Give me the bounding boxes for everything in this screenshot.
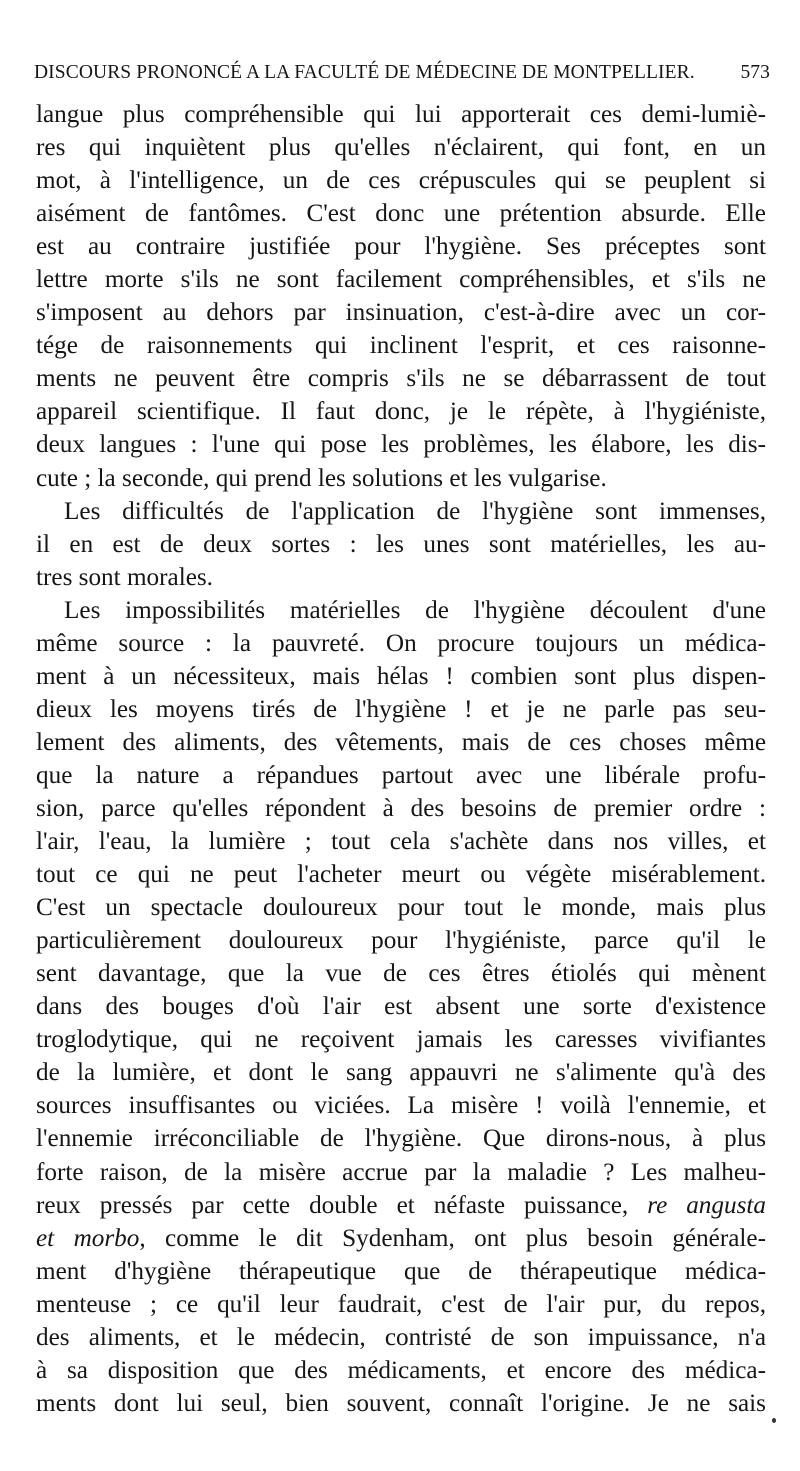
text-line: res qui inquiètent plus qu'elles n'éclairent, qui font, en un	[36, 134, 766, 162]
running-head-title: DISCOURS PRONONCÉ A LA FACULTÉ DE MÉDECINE DE MONTPELLIER.	[34, 62, 695, 83]
italic-latin-phrase: et morbo	[36, 1224, 140, 1252]
text-line: dans des bouges d'où l'air est absent une sorte d'existence	[36, 993, 766, 1021]
italic-latin-phrase: re angusta	[647, 1191, 766, 1219]
text-line: des aliments, et le médecin, contristé de son impuissance, n'a	[36, 1323, 766, 1351]
text-line: langue plus compréhensible qui lui apporterait ces demi-lumiè-	[36, 101, 766, 128]
text-line: dieux les moyens tirés de l'hygiène ! et je ne parle pas seu-	[36, 695, 766, 723]
text-line: mot, à l'intelligence, un de ces crépuscules qui se peuplent si	[36, 167, 766, 195]
text-line: de la lumière, et dont le sang appauvri ne s'alimente qu'à des	[36, 1059, 766, 1087]
text-line	[36, 1222, 766, 1255]
text-line: aisément de fantômes. C'est donc une prétention absurde. Elle	[36, 200, 766, 228]
text-line: sources insuffisantes ou viciées. La misère ! voilà l'ennemie, et	[36, 1092, 766, 1120]
running-head	[34, 62, 770, 92]
text-line: ments dont lui seul, bien souvent, connaît l'origine. Je ne sais	[36, 1389, 766, 1417]
text-line: C'est un spectacle douloureux pour tout le monde, mais plus	[36, 894, 766, 922]
text-line: ments ne peuvent être compris s'ils ne se débarrassent de tout	[36, 365, 766, 393]
text-line: tége de raisonnements qui inclinent l'esprit, et ces raisonne-	[36, 332, 766, 360]
text-line: forte raison, de la misère accrue par la maladie ? Les malheu-	[36, 1158, 766, 1186]
text-line: à sa disposition que des médicaments, et encore des médica-	[36, 1356, 766, 1384]
text-line: tout ce qui ne peut l'acheter meurt ou végète misérablement.	[36, 861, 766, 889]
text-line: il en est de deux sortes : les unes sont matérielles, les au-	[36, 530, 766, 558]
text-line: ment à un nécessiteux, mais hélas ! combien sont plus dispen-	[36, 662, 766, 690]
text-line: appareil scientifique. Il faut donc, je le répète, à l'hygiéniste,	[36, 398, 766, 426]
text-line: lement des aliments, des vêtements, mais de ces choses même	[36, 728, 766, 756]
text-line: deux langues : l'une qui pose les problèmes, les élabore, les dis-	[36, 431, 766, 459]
text-line: cute ; la seconde, qui prend les solutions et les vulgarise.	[36, 464, 607, 492]
text-segment: , comme le dit Sydenham, ont plus besoin générale-	[139, 1224, 766, 1252]
text-segment: reux pressés par cette double et néfaste puissance,	[36, 1191, 629, 1219]
text-line: lettre morte s'ils ne sont facilement compréhensibles, et s'ils ne	[36, 266, 766, 294]
text-line: l'air, l'eau, la lumière ; tout cela s'achète dans nos villes, et	[36, 828, 766, 856]
text-line: sion, parce qu'elles répondent à des besoins de premier ordre :	[36, 794, 766, 822]
body-text	[36, 98, 766, 1420]
text-line: particulièrement douloureux pour l'hygiéniste, parce qu'il le	[36, 927, 766, 955]
ink-speck	[772, 1418, 776, 1423]
text-line: même source : la pauvreté. On procure toujours un médica-	[36, 629, 766, 657]
text-line-with-italic	[36, 1189, 766, 1222]
text-line: que la nature a répandues partout avec une libérale profu-	[36, 761, 766, 789]
text-line: s'imposent au dehors par insinuation, c'est-à-dire avec un cor-	[36, 299, 766, 327]
text-line: tres sont morales.	[36, 563, 213, 591]
paragraph-start-line: Les impossibilités matérielles de l'hygiène découlent d'une	[64, 596, 766, 624]
page-number: 573	[740, 62, 770, 83]
text-line: ment d'hygiène thérapeutique que de thérapeutique médica-	[36, 1257, 766, 1285]
text-line: est au contraire justifiée pour l'hygiène. Ses préceptes sont	[36, 233, 766, 261]
paragraph-start-line: Les difficultés de l'application de l'hygiène sont immenses,	[64, 497, 766, 525]
text-line: menteuse ; ce qu'il leur faudrait, c'est de l'air pur, du repos,	[36, 1290, 766, 1318]
text-line: sent davantage, que la vue de ces êtres étiolés qui mènent	[36, 960, 766, 988]
text-line: troglodytique, qui ne reçoivent jamais les caresses vivifiantes	[36, 1026, 766, 1054]
text-line: l'ennemie irréconciliable de l'hygiène. Que dirons-nous, à plus	[36, 1125, 766, 1153]
